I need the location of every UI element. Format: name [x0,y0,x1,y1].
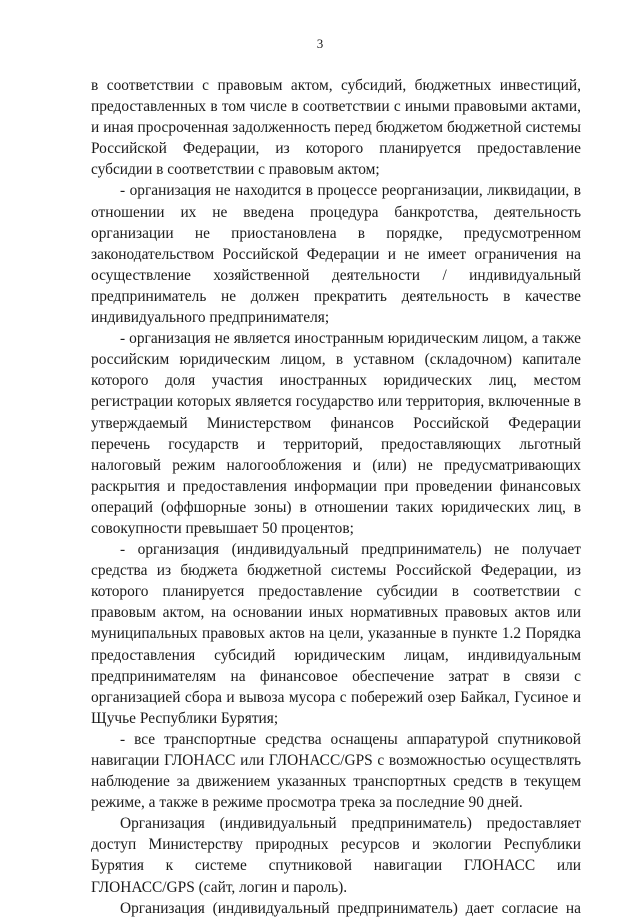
paragraph-navigation-access: Организация (индивидуальный предприниматель) предоставляет доступ Министерству природных ресурсов и экологии Республики Бурятия к системе спутниковой навигации ГЛОНАСС или ГЛОНАСС/GPS (сайт, логин и пароль). [91,815,581,896]
paragraph-satellite-navigation: - все транспортные средства оснащены аппаратурой спутниковой навигации ГЛОНАСС или ГЛОНАСС/GPS с возможностью осуществлять наблюдение за движением указанных транспортных средств в текущем режиме, а также в режиме просмотра трека за последние 90 дней. [91,730,581,812]
paragraph-consent: Организация (индивидуальный предприниматель) дает согласие на [120,899,581,917]
paragraph-no-other-budget-funds: - организация (индивидуальный предприниматель) не получает средства из бюджета бюджетной системы Российской Федерации, из которого планируется предоставление субсидии в соответствии с правовым актом, на основании иных нормативных правовых актов или муниципальных правовых актов на цели, указанные в пункте 1.2 Порядка предоставления субсидий юридическим лицам, индивидуальным предпринимателям на финансовое обеспечение затрат в связи с организацией сбора и вывоза мусора с побережий озер Байкал, Гусиное и Щучье Республики Бурятия; [91,541,581,727]
paragraph-debt-continuation: в соответствии с правовым актом, субсидий, бюджетных инвестиций, предоставленных в том числе в соответствии с иными правовыми актами, и иная просроченная задолженность перед бюджетом бюджетной системы Российской Федерации, из которого планируется предоставление субсидии в соответствии с правовым актом; [91,77,581,179]
document-body [91,75,581,919]
paragraph-not-foreign-entity: - организация не является иностранным юридическим лицом, а также российским юридическим лицом, в уставном (складочном) капитале которого доля участия иностранных юридических лиц, местом регистрации которых является государство или территория, включенные в утверждаемый Министерством финансов Российской Федерации перечень государств и территорий, предоставляющих льготный налоговый режим налогообложения и (или) не предусматривающих раскрытия и предоставления информации при проведении финансовых операций (оффшорные зоны) в отношении таких юридических лиц, в совокупности превышает 50 процентов; [91,330,581,537]
paragraph-no-reorganization: - организация не находится в процессе реорганизации, ликвидации, в отношении их не введена процедура банкротства, деятельность организации не приостановлена в порядке, предусмотренном законодательством Российской Федерации и не имеет ограничения на осуществление хозяйственной деятельности / индивидуальный предприниматель не должен прекратить деятельность в качестве индивидуального предпринимателя; [91,182,581,327]
page-number: 3 [316,36,324,51]
